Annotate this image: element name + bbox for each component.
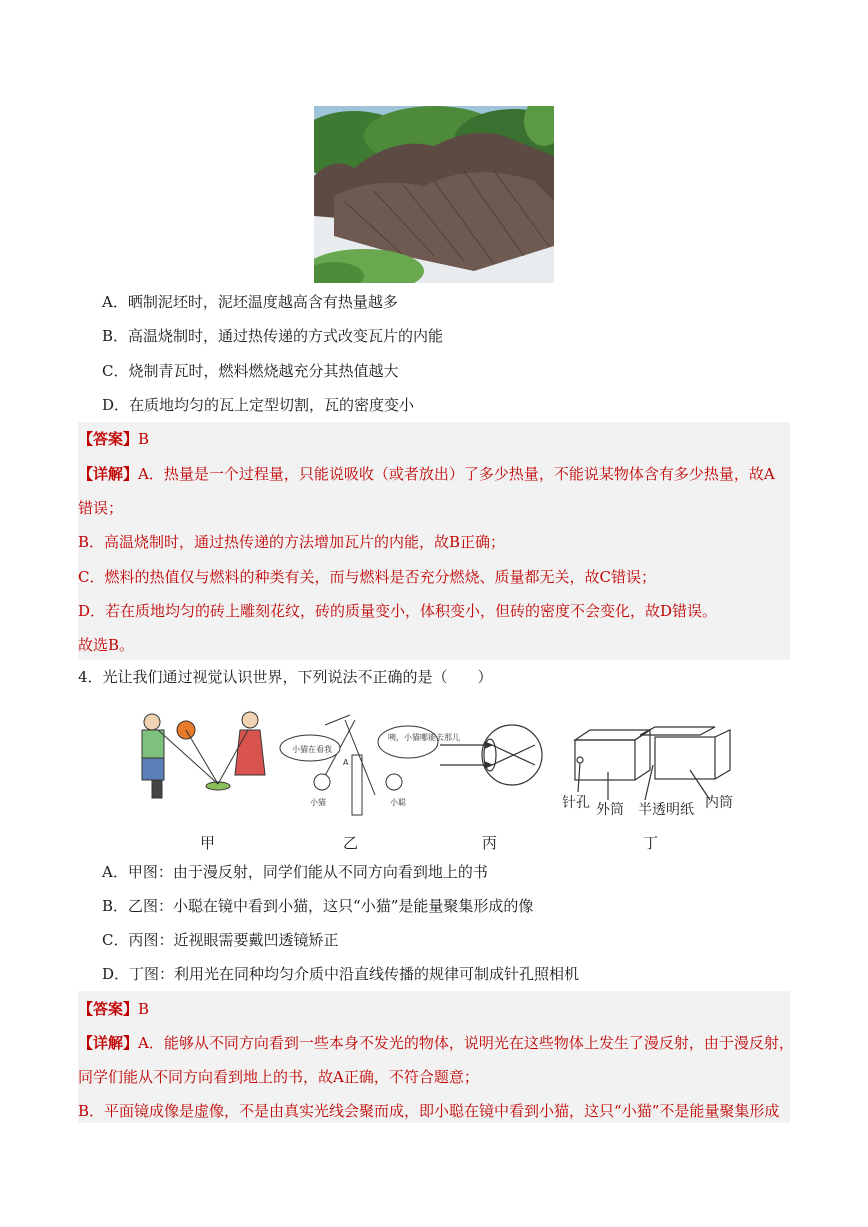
outer-tube-label: 外筒 (596, 802, 624, 818)
roof-tiles-photo (314, 106, 554, 283)
fig-ding (575, 727, 730, 800)
answer-value: B (138, 1000, 150, 1018)
q3-detail-line-6: 故选B。 (78, 636, 135, 654)
detail-tag: 【详解】 (78, 465, 139, 483)
q4-detail-line-1 (78, 1033, 794, 1053)
q3-detail-line-4: C．燃料的热值仅与燃料的种类有关，而与燃料是否充分燃烧、质量都无关，故C错误； (78, 568, 656, 586)
pinhole-label: 针孔 (562, 795, 590, 811)
q3-option-d: D．在质地均匀的瓦上定型切割，瓦的密度变小 (102, 396, 415, 414)
fig-yi (280, 715, 438, 815)
answer-value: B (138, 430, 150, 448)
q4-option-a: A．甲图：由于漫反射，同学们能从不同方向看到地上的书 (102, 863, 488, 881)
caption-bing: 丙 (482, 834, 498, 852)
bubble-left-label: 小猫在看我 (292, 745, 332, 754)
q4-detail-line-2: 同学们能从不同方向看到地上的书，故A正确，不符合题意； (78, 1068, 479, 1086)
caption-ding: 丁 (643, 834, 659, 852)
q4-option-b: B．乙图：小聪在镜中看到小猫，这只“小猫”是能量聚集形成的像 (102, 897, 534, 915)
detail-tag: 【详解】 (78, 1034, 139, 1052)
mirror-point: A (343, 758, 349, 767)
q3-option-c: C．烧制青瓦时，燃料燃烧越充分其热值越大 (102, 362, 399, 380)
q4-answer-block (78, 991, 794, 1123)
q4-detail-line-3: B．平面镜成像是虚像，不是由真实光线会聚而成，即小聪在镜中看到小猫，这只“小猫”不是能量聚集形成 (78, 1102, 780, 1120)
q3-option-b: B．高温烧制时，通过热传递的方式改变瓦片的内能 (102, 327, 444, 345)
q3-option-a: A．晒制泥坯时，泥坯温度越高含有热量越多 (102, 293, 398, 311)
q3-detail-line-2: 错误； (78, 499, 124, 517)
q3-detail-line-1 (78, 464, 775, 484)
caption-jia: 甲 (200, 834, 216, 852)
q4-option-c: C．丙图：近视眼需要戴凹透镜矫正 (102, 931, 339, 949)
answer-tag: 【答案】 (78, 1000, 139, 1018)
fig-jia (142, 712, 265, 798)
boy-name: 小聪 (390, 798, 406, 807)
q4-answer-line (78, 999, 149, 1019)
q3-detail-line-5: D．若在质地均匀的砖上雕刻花纹，砖的质量变小，体积变小，但砖的密度不会变化，故D错误。 (78, 602, 718, 620)
q3-detail-line-3: B．高温烧制时，通过热传递的方法增加瓦片的内能，故B正确； (78, 533, 506, 551)
bubble-right-label: 咦，小猫哪能去那儿 (388, 733, 460, 742)
q4-option-d: D．丁图：利用光在同种均匀介质中沿直线传播的规律可制成针孔照相机 (102, 965, 580, 983)
inner-tube-label: 内筒 (705, 795, 733, 811)
q3-answer-line (78, 429, 149, 449)
q3-answer-block (78, 422, 790, 660)
detail-text: A．热量是一个过程量，只能说吸收（或者放出）了多少热量，不能说某物体含有多少热量，故A (138, 465, 775, 483)
caption-yi: 乙 (343, 834, 359, 852)
q4-question: 4．光让我们通过视觉认识世界，下列说法不正确的是（ ） (78, 668, 493, 686)
paper-label: 半透明纸 (638, 802, 694, 818)
cat-name: 小猫 (310, 798, 326, 807)
q4-figure (130, 700, 770, 830)
answer-tag: 【答案】 (78, 430, 139, 448)
detail-text: A．能够从不同方向看到一些本身不发光的物体，说明光在这些物体上发生了漫反射，由于漫反射， (138, 1034, 794, 1052)
